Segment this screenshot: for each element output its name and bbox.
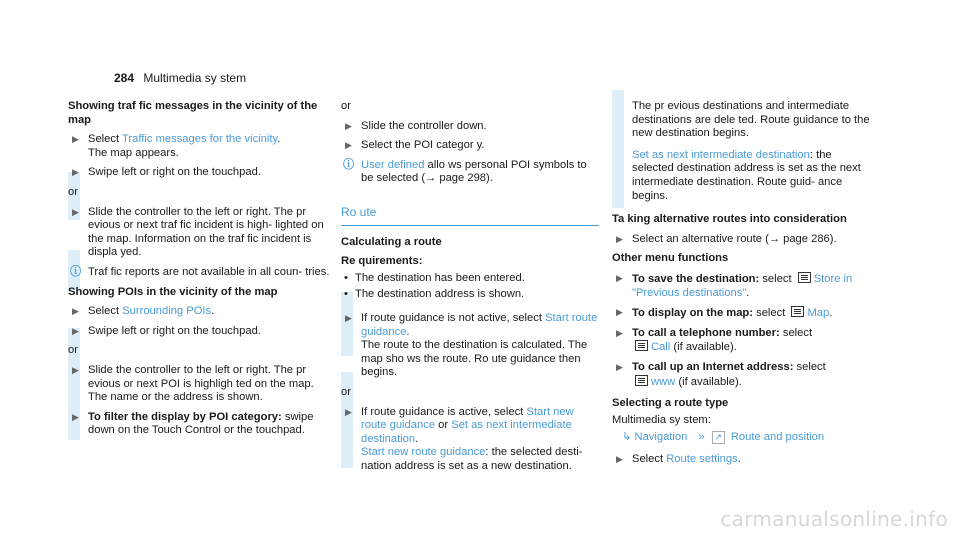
page-number: 284 bbox=[114, 71, 135, 85]
or-text: or bbox=[341, 100, 351, 112]
text: : the selected desti‐ nation address is set as a new destination. bbox=[361, 446, 583, 472]
arrow-icon: ▶ bbox=[345, 140, 352, 151]
step bbox=[68, 411, 330, 438]
link-route-and-position[interactable]: Route and position bbox=[730, 431, 825, 444]
paragraph: Multimedia sy stem: bbox=[612, 413, 711, 426]
text: . bbox=[277, 133, 281, 146]
bold-label: To call up an Internet address: bbox=[632, 360, 794, 373]
text: : the selected destination address is set as the next intermediate destination. Route guid‐ ance begins. bbox=[632, 148, 861, 202]
bold-label: To save the destination: bbox=[632, 272, 760, 285]
link-call[interactable]: Call bbox=[651, 341, 671, 354]
step bbox=[612, 327, 870, 355]
info-icon: ⓘ bbox=[70, 265, 82, 278]
link-user-defined[interactable]: User defined bbox=[361, 158, 425, 171]
text: . bbox=[829, 307, 833, 320]
heading-pois: Showing POIs in the vicinity of the map bbox=[68, 285, 278, 298]
heading-other-menu: Other menu functions bbox=[612, 252, 729, 265]
link-www[interactable]: www bbox=[651, 375, 676, 388]
list-item bbox=[341, 272, 599, 286]
link-surrounding-pois[interactable]: Surrounding POIs bbox=[122, 305, 212, 318]
bold-label: To display on the map: bbox=[632, 307, 753, 320]
bullet-icon: • bbox=[344, 288, 348, 301]
step bbox=[68, 305, 330, 319]
link-route-settings[interactable]: Route settings bbox=[666, 452, 738, 465]
text: Select bbox=[88, 305, 123, 318]
double-chevron-icon: » bbox=[698, 431, 705, 444]
menu-icon bbox=[791, 306, 804, 317]
or-text: or bbox=[341, 385, 351, 398]
menu-icon bbox=[798, 272, 811, 283]
link-traffic-messages[interactable]: Traffic messages for the vicinity bbox=[122, 133, 278, 146]
menu-icon bbox=[635, 340, 648, 351]
text: (if available). bbox=[670, 341, 737, 354]
arrow-icon: ▶ bbox=[616, 307, 623, 318]
link-navigation[interactable]: Navigation bbox=[634, 431, 688, 444]
step bbox=[612, 272, 870, 300]
text: (if available). bbox=[675, 375, 742, 388]
text: swipe down on the Touch Control or the touchpad. bbox=[88, 410, 314, 437]
step bbox=[68, 206, 330, 260]
step bbox=[612, 453, 870, 467]
or-text: or bbox=[68, 344, 78, 357]
arrow-icon: ▶ bbox=[72, 134, 79, 145]
menu-icon bbox=[635, 375, 648, 386]
link-set-next-intermediate[interactable]: Set as next intermediate destination bbox=[632, 148, 810, 161]
text: Slide the controller to the left or right. The pr evious or next POI is highligh ted on the map. The name or the address is shown. bbox=[88, 363, 314, 404]
arrow-icon: ▶ bbox=[72, 167, 79, 178]
step bbox=[341, 139, 599, 153]
arrow-icon: ▶ bbox=[616, 327, 623, 338]
column-3 bbox=[612, 100, 870, 472]
step bbox=[341, 312, 599, 380]
text: select bbox=[779, 326, 813, 339]
arrow-icon: ▶ bbox=[345, 120, 352, 131]
step bbox=[612, 306, 870, 321]
text: select bbox=[759, 272, 795, 285]
text: Slide the controller to the left or right. The pr evious or next traf fic incident is high‐ lighted on the map. Information on the traf fic incident is displa yed. bbox=[88, 205, 324, 259]
text: Traf fic reports are not available in all coun‐ tries. bbox=[88, 265, 330, 278]
step bbox=[68, 133, 330, 160]
link-map[interactable]: Map bbox=[807, 307, 830, 320]
column-1 bbox=[68, 100, 330, 444]
bullet-icon: • bbox=[344, 271, 348, 284]
heading-route-type: Selecting a route type bbox=[612, 397, 729, 410]
link-start-new-route-guidance[interactable]: Start new route guidance bbox=[361, 405, 574, 432]
arrow-icon: ▶ bbox=[72, 364, 79, 375]
text: Slide the controller down. bbox=[361, 119, 487, 132]
text: . bbox=[406, 325, 410, 338]
arrow-icon: ▶ bbox=[72, 206, 79, 217]
text: The destination address is shown. bbox=[355, 288, 525, 301]
step bbox=[341, 120, 599, 134]
link-start-new-route-guidance-2[interactable]: Start new route guidance bbox=[361, 446, 486, 459]
info-note bbox=[68, 266, 330, 280]
arrow-icon: ▶ bbox=[616, 272, 623, 283]
text: If route guidance is active, select bbox=[361, 405, 527, 418]
page-header bbox=[114, 72, 246, 86]
menu-path bbox=[622, 431, 870, 445]
text: The map appears. bbox=[88, 146, 179, 159]
text: . bbox=[737, 452, 741, 465]
text: Select the POI categor y. bbox=[361, 139, 485, 152]
text: Select an alternative route (→ page 286). bbox=[632, 232, 837, 245]
text: select bbox=[793, 360, 826, 373]
heading-traffic: Showing traf fic messages in the vicinity of the map bbox=[68, 100, 318, 126]
arrow-icon: ▶ bbox=[345, 312, 352, 323]
info-icon: ⓘ bbox=[343, 158, 355, 171]
text: . bbox=[415, 432, 419, 445]
step bbox=[341, 406, 599, 474]
arrow-icon: ▶ bbox=[616, 453, 623, 464]
requirements-label: Re quirements: bbox=[341, 255, 423, 268]
info-note bbox=[341, 159, 599, 186]
arrow-icon: ▶ bbox=[616, 361, 623, 372]
heading-calculating-route: Calculating a route bbox=[341, 235, 442, 248]
step bbox=[68, 166, 330, 180]
paragraph: The pr evious destinations and intermediate destinations are dele ted. Route guidance to the new destination begins. bbox=[632, 100, 870, 140]
text: allo ws personal POI symbols to be selected (→ page 298). bbox=[361, 158, 587, 185]
text: Select bbox=[632, 452, 667, 465]
text: If route guidance is not active, select bbox=[361, 311, 546, 324]
arrow-icon: ▶ bbox=[345, 406, 352, 417]
path-arrow-icon: ↳ bbox=[622, 431, 632, 444]
section-title-route: Ro ute bbox=[341, 206, 599, 226]
text: Swipe left or right on the touchpad. bbox=[88, 324, 261, 337]
step bbox=[68, 325, 330, 339]
arrow-icon: ▶ bbox=[616, 233, 623, 244]
link-store[interactable]: Store in "Previous destinations" bbox=[632, 272, 853, 299]
link-start-route-guidance[interactable]: Start route guidance bbox=[361, 311, 598, 338]
heading-alternative-routes: Ta king alternative routes into consideration bbox=[612, 213, 847, 226]
arrow-icon: ▶ bbox=[72, 325, 79, 336]
text: The route to the destination is calculated. The map sho ws the route. Ro ute guidance then begins. bbox=[361, 339, 588, 379]
text: or bbox=[435, 419, 452, 432]
page-title: Multimedia sy stem bbox=[143, 71, 247, 85]
text: select bbox=[753, 307, 789, 320]
text: . bbox=[211, 305, 215, 318]
step bbox=[612, 233, 870, 247]
text: Select bbox=[88, 133, 122, 146]
text: . bbox=[746, 286, 750, 299]
text: Swipe left or right on the touchpad. bbox=[88, 166, 261, 179]
arrow-icon: ▶ bbox=[72, 411, 79, 422]
navigation-arrow-icon: ↗ bbox=[712, 431, 725, 444]
arrow-icon: ▶ bbox=[72, 306, 79, 317]
bold-label: To filter the display by POI category: bbox=[88, 410, 282, 423]
list-item bbox=[341, 288, 599, 302]
or-text: or bbox=[68, 185, 78, 198]
bold-label: To call a telephone number: bbox=[632, 326, 780, 339]
text: The destination has been entered. bbox=[355, 271, 525, 284]
watermark: carmanualsonline.info bbox=[720, 507, 948, 532]
step bbox=[612, 361, 870, 389]
link-set-next-intermediate[interactable]: Set as next intermediate destination bbox=[361, 419, 572, 445]
paragraph bbox=[612, 149, 870, 203]
step bbox=[68, 364, 330, 405]
column-2 bbox=[341, 100, 599, 479]
